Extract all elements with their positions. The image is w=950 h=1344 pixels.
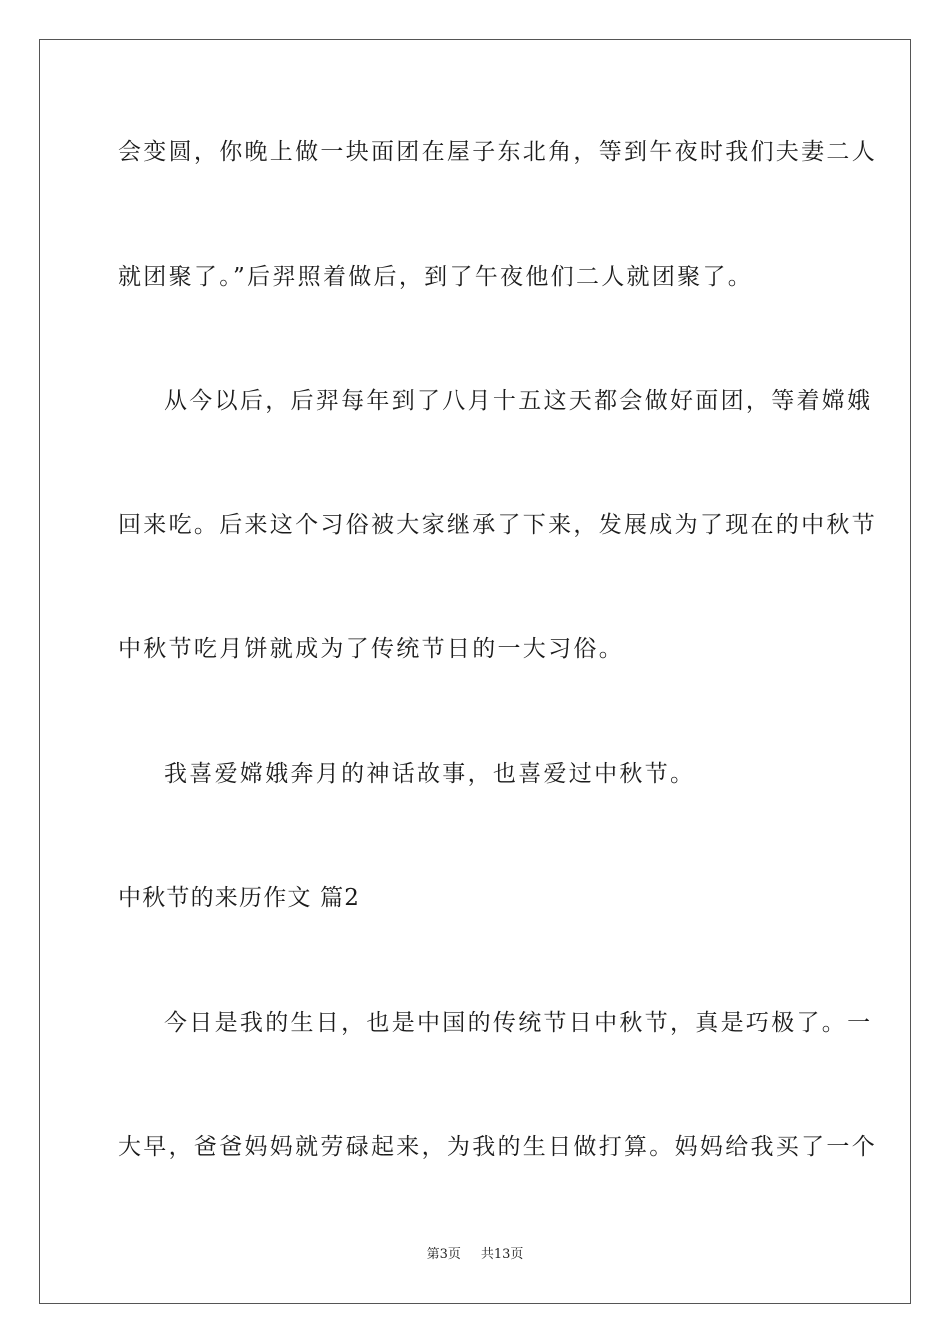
paragraph-line: 我喜爱嫦娥奔月的神话故事，也喜爱过中秋节。	[164, 761, 696, 787]
paragraph-line: 大早，爸爸妈妈就劳碌起来，为我的生日做打算。妈妈给我买了一个	[118, 1134, 877, 1160]
paragraph-line: 中秋节吃月饼就成为了传统节日的一大习俗。	[118, 636, 624, 662]
paragraph-line: 就团聚了。”后羿照着做后，到了午夜他们二人就团聚了。	[118, 264, 754, 290]
page-total: 共13页	[480, 1247, 524, 1262]
page-footer	[0, 1246, 950, 1264]
section-heading: 中秋节的来历作文 篇2	[118, 885, 361, 911]
paragraph-line: 会变圆，你晚上做一块面团在屋子东北角，等到午夜时我们夫妻二人	[118, 139, 877, 165]
paragraph-line: 从今以后，后羿每年到了八月十五这天都会做好面团，等着嫦娥	[164, 388, 873, 414]
paragraph-line: 今日是我的生日，也是中国的传统节日中秋节，真是巧极了。一	[164, 1010, 873, 1036]
page-number: 第3页	[426, 1247, 461, 1262]
paragraph-line: 回来吃。后来这个习俗被大家继承了下来，发展成为了现在的中秋节	[118, 512, 877, 538]
page-border	[39, 39, 911, 1304]
